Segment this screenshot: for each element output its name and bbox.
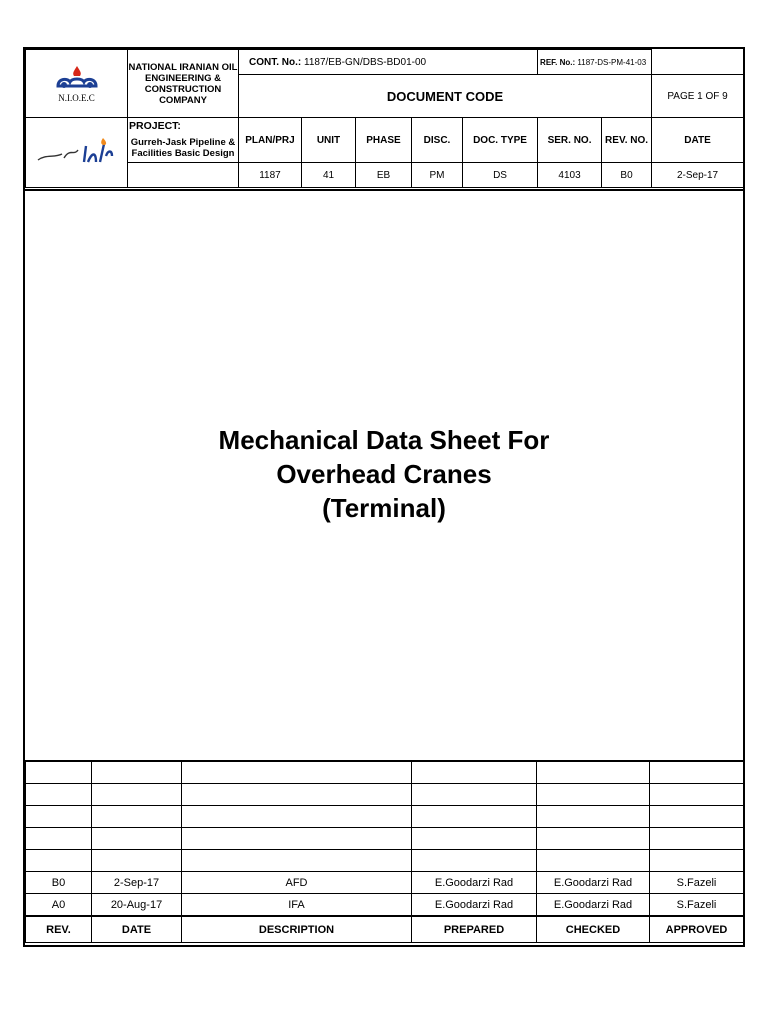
- revision-cell: [26, 850, 92, 872]
- revision-row-b0: [26, 872, 744, 894]
- rev-header-rev: REV.: [26, 916, 92, 943]
- nioec-logo-icon: [50, 64, 104, 90]
- val-unit: 41: [302, 163, 356, 188]
- page-number: PAGE 1 OF 9: [652, 75, 744, 118]
- revision-cell: [650, 806, 744, 828]
- revision-cell: [412, 784, 537, 806]
- val-disc: PM: [412, 163, 463, 188]
- col-rev-no: REV. NO.: [602, 118, 652, 163]
- revision-row: [26, 762, 744, 784]
- revision-cell: 20-Aug-17: [92, 894, 182, 917]
- val-doc-type: DS: [463, 163, 538, 188]
- nioec-logo-cell: [26, 50, 128, 118]
- revision-cell: B0: [26, 872, 92, 894]
- val-phase: EB: [356, 163, 412, 188]
- rev-header-description: DESCRIPTION: [182, 916, 412, 943]
- revision-cell: [26, 828, 92, 850]
- revision-cell: [537, 850, 650, 872]
- revision-cell: [537, 762, 650, 784]
- revision-row: [26, 806, 744, 828]
- col-phase: PHASE: [356, 118, 412, 163]
- project-label: PROJECT:: [129, 120, 181, 132]
- revision-row: [26, 850, 744, 872]
- revision-cell: [537, 806, 650, 828]
- revision-cell: [650, 784, 744, 806]
- col-date: DATE: [652, 118, 744, 163]
- title-line-1: Mechanical Data Sheet For: [218, 425, 550, 455]
- revision-cell: [92, 784, 182, 806]
- nioec-logo-text: N.I.O.E.C: [58, 93, 95, 103]
- revision-cell: [650, 762, 744, 784]
- revision-row: [26, 784, 744, 806]
- revision-header-row: [26, 916, 744, 943]
- revision-cell: S.Fazeli: [650, 894, 744, 917]
- revision-cell: [92, 828, 182, 850]
- revision-cell: [412, 850, 537, 872]
- contract-number: CONT. No.: 1187/EB-GN/DBS-BD01-00: [239, 50, 538, 75]
- revision-cell: [92, 850, 182, 872]
- revision-cell: [92, 806, 182, 828]
- revision-cell: [26, 762, 92, 784]
- document-code-title: DOCUMENT CODE: [239, 75, 652, 118]
- revision-cell: [26, 784, 92, 806]
- revision-cell: [650, 828, 744, 850]
- revision-cell: A0: [26, 894, 92, 917]
- revision-cell: S.Fazeli: [650, 872, 744, 894]
- revision-cell: E.Goodarzi Rad: [412, 872, 537, 894]
- val-ser-no: 4103: [538, 163, 602, 188]
- col-unit: UNIT: [302, 118, 356, 163]
- revision-cell: [412, 762, 537, 784]
- col-disc: DISC.: [412, 118, 463, 163]
- revision-cell: [412, 806, 537, 828]
- revision-cell: E.Goodarzi Rad: [537, 894, 650, 917]
- ogc-logo-cell: [26, 118, 128, 188]
- revision-cell: 2-Sep-17: [92, 872, 182, 894]
- revision-cell: AFD: [182, 872, 412, 894]
- revision-cell: [182, 784, 412, 806]
- col-ser-no: SER. NO.: [538, 118, 602, 163]
- revision-cell: [92, 762, 182, 784]
- rev-header-approved: APPROVED: [650, 916, 744, 943]
- rev-header-date: DATE: [92, 916, 182, 943]
- revision-cell: E.Goodarzi Rad: [412, 894, 537, 917]
- val-date: 2-Sep-17: [652, 163, 744, 188]
- revision-cell: [412, 828, 537, 850]
- revision-cell: [182, 762, 412, 784]
- val-plan-prj: 1187: [239, 163, 302, 188]
- rev-header-checked: CHECKED: [537, 916, 650, 943]
- revision-cell: [182, 806, 412, 828]
- project-name: Gurreh-Jask Pipeline & Facilities Basic Design: [128, 163, 239, 188]
- header-table: [25, 49, 744, 188]
- revision-cell: [182, 828, 412, 850]
- title-line-3: (Terminal): [322, 493, 446, 523]
- revision-row-a0: [26, 894, 744, 917]
- title-line-2: Overhead Cranes: [276, 459, 492, 489]
- document-frame: [23, 47, 745, 947]
- revision-table: [25, 761, 744, 943]
- revision-cell: [26, 806, 92, 828]
- document-title: [25, 423, 743, 525]
- revision-cell: [182, 850, 412, 872]
- title-area: [25, 189, 743, 761]
- col-plan-prj: PLAN/PRJ: [239, 118, 302, 163]
- rev-header-prepared: PREPARED: [412, 916, 537, 943]
- revision-row: [26, 828, 744, 850]
- reference-number: REF. No.: 1187-DS-PM-41-03: [538, 50, 652, 75]
- ogc-logo-icon: [34, 134, 120, 168]
- revision-cell: [537, 784, 650, 806]
- company-name: NATIONAL IRANIAN OIL ENGINEERING & CONSTRUCTION COMPANY: [128, 50, 239, 118]
- revision-cell: [650, 850, 744, 872]
- col-doc-type: DOC. TYPE: [463, 118, 538, 163]
- revision-cell: E.Goodarzi Rad: [537, 872, 650, 894]
- revision-cell: [537, 828, 650, 850]
- val-rev-no: B0: [602, 163, 652, 188]
- revision-cell: IFA: [182, 894, 412, 917]
